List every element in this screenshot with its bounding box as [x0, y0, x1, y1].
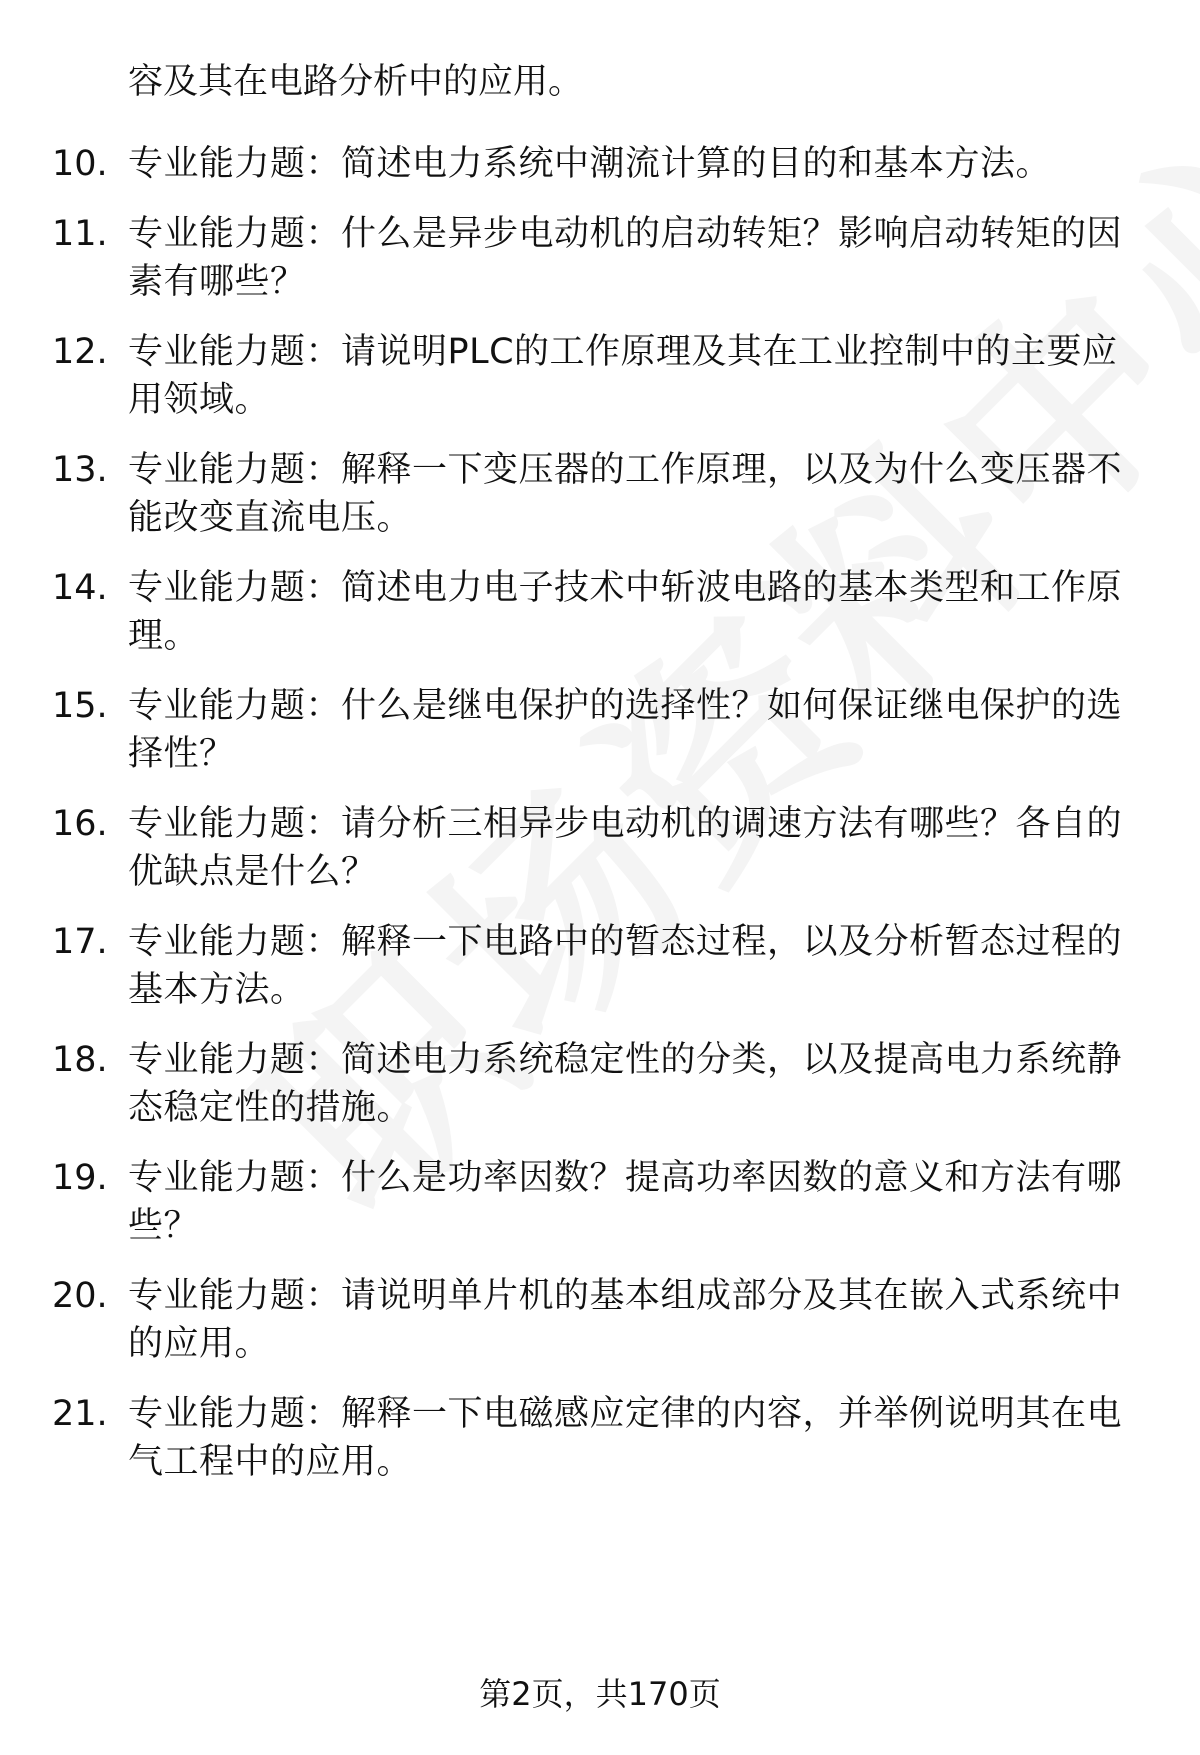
- question-item: [0, 682, 1200, 800]
- question-text: 专业能力题：什么是功率因数？提高功率因数的意义和方法有哪些？: [128, 1158, 1123, 1246]
- question-number: 18.: [52, 1040, 108, 1080]
- question-item: [0, 1154, 1200, 1272]
- question-number: 21.: [52, 1394, 108, 1434]
- question-number: 10.: [52, 144, 108, 184]
- question-number: 19.: [52, 1158, 108, 1198]
- question-text: 专业能力题：请说明PLC的工作原理及其在工业控制中的主要应用领域。: [128, 332, 1118, 420]
- question-number: 12.: [52, 332, 108, 372]
- continuation-text: 容及其在电路分析中的应用。: [128, 62, 584, 102]
- question-text: 专业能力题：解释一下电磁感应定律的内容，并举例说明其在电气工程中的应用。: [128, 1394, 1123, 1482]
- question-text: 专业能力题：简述电力系统稳定性的分类，以及提高电力系统静态稳定性的措施。: [128, 1040, 1123, 1128]
- question-text: 专业能力题：请说明单片机的基本组成部分及其在嵌入式系统中的应用。: [128, 1276, 1123, 1364]
- question-number: 15.: [52, 686, 108, 726]
- question-item: [0, 1036, 1200, 1154]
- question-number: 14.: [52, 568, 108, 608]
- question-text: 专业能力题：什么是异步电动机的启动转矩？影响启动转矩的因素有哪些？: [128, 214, 1123, 302]
- question-text: 专业能力题：简述电力电子技术中斩波电路的基本类型和工作原理。: [128, 568, 1123, 656]
- question-number: 16.: [52, 804, 108, 844]
- question-item: [0, 446, 1200, 564]
- question-item: [0, 800, 1200, 918]
- page-footer: 第2页，共170页: [479, 1675, 721, 1713]
- question-item: [0, 564, 1200, 682]
- question-item: [0, 210, 1200, 328]
- question-number: 17.: [52, 922, 108, 962]
- question-number: 11.: [52, 214, 108, 254]
- question-text: 专业能力题：请分析三相异步电动机的调速方法有哪些？各自的优缺点是什么？: [128, 804, 1123, 892]
- question-number: 13.: [52, 450, 108, 490]
- question-item: [0, 1272, 1200, 1390]
- question-text: 专业能力题：解释一下电路中的暂态过程，以及分析暂态过程的基本方法。: [128, 922, 1123, 1010]
- question-text: 专业能力题：解释一下变压器的工作原理，以及为什么变压器不能改变直流电压。: [128, 450, 1123, 538]
- question-list: [0, 140, 1200, 1508]
- question-item: [0, 1390, 1200, 1508]
- question-number: 20.: [52, 1276, 108, 1316]
- question-text: 专业能力题：什么是继电保护的选择性？如何保证继电保护的选择性？: [128, 686, 1123, 774]
- question-text: 专业能力题：简述电力系统中潮流计算的目的和基本方法。: [128, 144, 1052, 184]
- question-item: [0, 328, 1200, 446]
- question-item: [0, 918, 1200, 1036]
